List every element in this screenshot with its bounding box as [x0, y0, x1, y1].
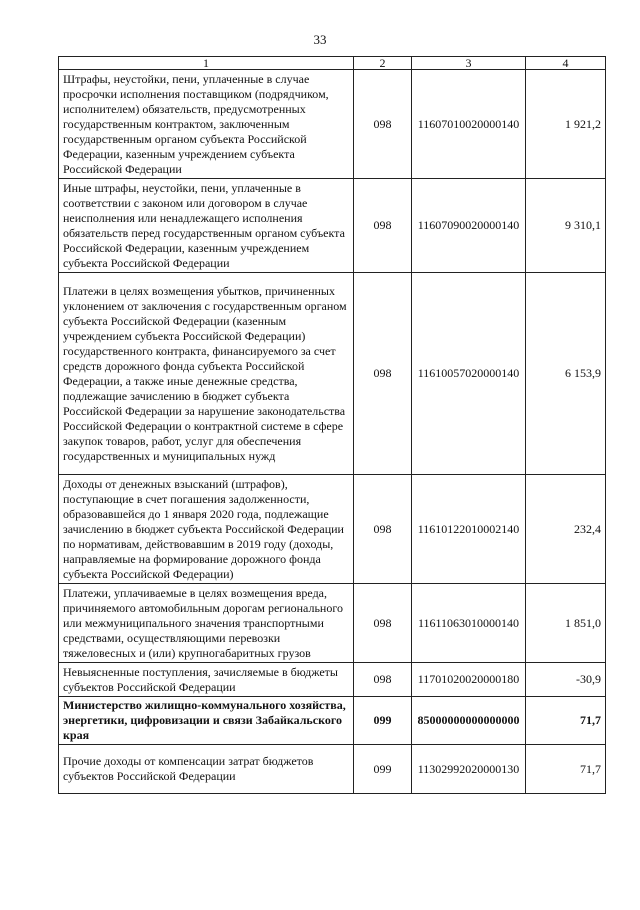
row-budget-code: 11607090020000140	[412, 179, 526, 273]
row-amount: 6 153,9	[526, 273, 606, 475]
column-header-4: 4	[526, 57, 606, 70]
page-number: 33	[313, 32, 327, 47]
row-admin-code: 098	[354, 273, 412, 475]
row-description: Министерство жилищно-коммунального хозяйства, энергетики, цифровизации и связи Забайкальского края	[59, 697, 354, 745]
row-budget-code: 11610122010002140	[412, 475, 526, 584]
row-amount: 1 851,0	[526, 584, 606, 663]
column-header-3: 3	[412, 57, 526, 70]
row-amount: 232,4	[526, 475, 606, 584]
table-row	[59, 70, 606, 179]
row-amount: 71,7	[526, 697, 606, 745]
row-admin-code: 098	[354, 475, 412, 584]
row-description: Невыясненные поступления, зачисляемые в бюджеты субъектов Российской Федерации	[59, 663, 354, 697]
table-row	[59, 179, 606, 273]
row-amount: 9 310,1	[526, 179, 606, 273]
row-description: Платежи в целях возмещения убытков, причиненных уклонением от заключения с государственным органом субъекта Российской Федерации (казенным учреждением субъекта Российской Федерации) государственного контракта, финансируемого за счет средств дорожного фонда субъекта Российской Федерации, а также иные денежные средства, подлежащие зачислению в бюджет субъекта Российской Федерации за нарушение законодательства Российской Федерации о контрактной системе в сфере закупок товаров, работ, услуг для обеспечения государственных и муниципальных нужд	[59, 273, 354, 475]
row-admin-code: 098	[354, 663, 412, 697]
row-budget-code: 11607010020000140	[412, 70, 526, 179]
row-admin-code: 098	[354, 179, 412, 273]
row-amount: -30,9	[526, 663, 606, 697]
row-budget-code: 11611063010000140	[412, 584, 526, 663]
row-admin-code: 099	[354, 745, 412, 794]
row-admin-code: 099	[354, 697, 412, 745]
revenue-table	[58, 56, 606, 794]
table-row	[59, 663, 606, 697]
table-row	[59, 273, 606, 475]
row-budget-code: 85000000000000000	[412, 697, 526, 745]
table-header-row	[59, 57, 606, 70]
table-row	[59, 475, 606, 584]
row-amount: 1 921,2	[526, 70, 606, 179]
row-description: Иные штрафы, неустойки, пени, уплаченные в соответствии с законом или договором в случае неисполнения или ненадлежащего исполнения обязательств перед государственным органом субъекта Российской Федерации, казенным учреждением субъекта Российской Федерации	[59, 179, 354, 273]
row-description: Платежи, уплачиваемые в целях возмещения вреда, причиняемого автомобильным дорогам регионального или межмуниципального значения транспортными средствами, осуществляющими перевозки тяжеловесных и (или) крупногабаритных грузов	[59, 584, 354, 663]
column-header-1: 1	[59, 57, 354, 70]
column-header-2: 2	[354, 57, 412, 70]
row-description: Штрафы, неустойки, пени, уплаченные в случае просрочки исполнения поставщиком (подрядчиком, исполнителем) обязательств, предусмотренных государственным контрактом, заключенным государственным органом субъекта Российской Федерации, казенным учреждением субъекта Российской Федерации	[59, 70, 354, 179]
table-row	[59, 584, 606, 663]
row-description: Прочие доходы от компенсации затрат бюджетов субъектов Российской Федерации	[59, 745, 354, 794]
row-budget-code: 11302992020000130	[412, 745, 526, 794]
row-admin-code: 098	[354, 70, 412, 179]
table-row	[59, 745, 606, 794]
row-admin-code: 098	[354, 584, 412, 663]
table-row	[59, 697, 606, 745]
row-budget-code: 11610057020000140	[412, 273, 526, 475]
row-budget-code: 11701020020000180	[412, 663, 526, 697]
row-description: Доходы от денежных взысканий (штрафов), поступающие в счет погашения задолженности, образовавшейся до 1 января 2020 года, подлежащие зачислению в бюджет субъекта Российской Федерации по нормативам, действовавшим в 2019 году (доходы, направляемые на формирование дорожного фонда субъекта Российской Федерации)	[59, 475, 354, 584]
row-amount: 71,7	[526, 745, 606, 794]
